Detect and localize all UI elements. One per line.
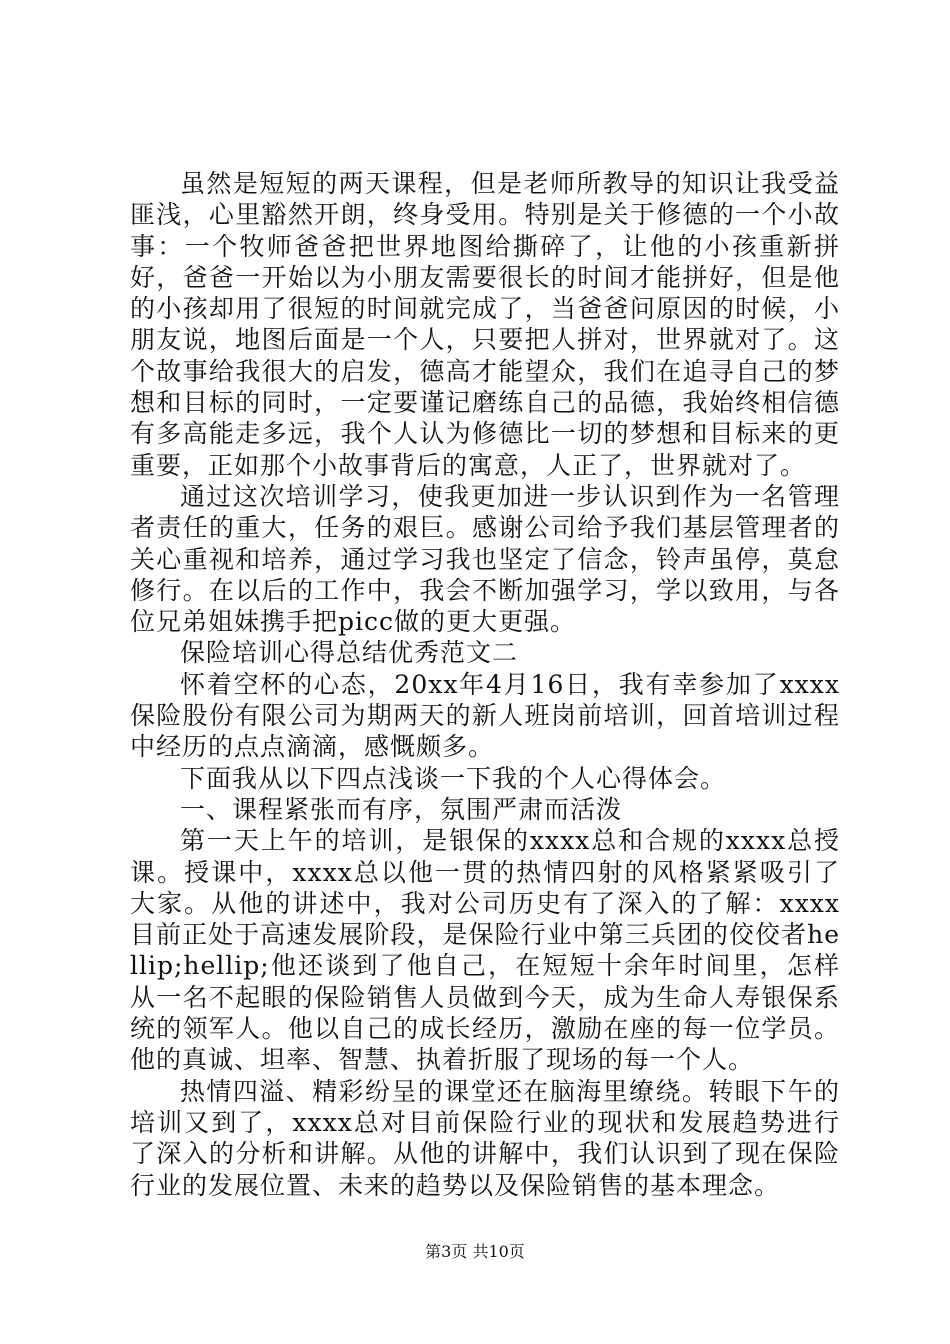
section-heading-essay-two: 保险培训心得总结优秀范文二	[180, 638, 519, 668]
paragraph-four-points: 下面我从以下四点浅谈一下我的个人心得体会。	[180, 763, 727, 793]
paragraph-first-day-afternoon: 热情四溢、精彩纷呈的课堂还在脑海里缭绕。转眼下午的培训又到了，xxxx总对目前保险行业的现状和发展趋势进行了深入的分析和讲解。从他的讲解中，我们认识到了现在保险行业的发展位置、未来的趋势以及保险销售的基本理念。	[130, 1076, 840, 1200]
paragraph-intro: 怀着空杯的心态，20xx年4月16日，我有幸参加了xxxx保险股份有限公司为期两天的新人班岗前培训，回首培训过程中经历的点点滴滴，感慨颇多。	[130, 669, 840, 762]
subheading-point-one: 一、课程紧张而有序，氛围严肃而活泼	[180, 794, 623, 824]
paragraph-training-reflection: 通过这次培训学习，使我更加进一步认识到作为一名管理者责任的重大，任务的艰巨。感谢公司给予我们基层管理者的关心重视和培养，通过学习我也坚定了信念，铃声虽停，莫怠修行。在以后的工作中，我会不断加强学习，学以致用，与各位兄弟姐妹携手把picc做的更大更强。	[130, 481, 840, 637]
body-text	[130, 168, 840, 1201]
page-footer: 第3页 共10页	[425, 1242, 525, 1261]
paragraph-first-day-morning: 第一天上午的培训，是银保的xxxx总和合规的xxxx总授课。授课中，xxxx总以他一贯的热情四射的风格紧紧吸引了大家。从他的讲述中，我对公司历史有了深入的了解：xxxx目前正处于高速发展阶段，是保险行业中第三兵团的佼佼者hellip;hellip;他还谈到了他自己，在短短十余年时间里，怎样从一名不起眼的保险销售人员做到今天，成为生命人寿银保系统的领军人。他以自己的成长经历，激励在座的每一位学员。他的真诚、坦率、智慧、执着折服了现场的每一个人。	[130, 826, 840, 1075]
paragraph-story: 虽然是短短的两天课程，但是老师所教导的知识让我受益匪浅，心里豁然开朗，终身受用。特别是关于修德的一个小故事：一个牧师爸爸把世界地图给撕碎了，让他的小孩重新拼好，爸爸一开始以为小朋友需要很长的时间才能拼好，但是他的小孩却用了很短的时间就完成了，当爸爸问原因的时候，小朋友说，地图后面是一个人，只要把人拼对，世界就对了。这个故事给我很大的启发，德高才能望众，我们在追寻自己的梦想和目标的同时，一定要谨记磨练自己的品德，我始终相信德有多高能走多远，我个人认为修德比一切的梦想和目标来的更重要，正如那个小故事背后的寓意，人正了，世界就对了。	[130, 169, 840, 480]
